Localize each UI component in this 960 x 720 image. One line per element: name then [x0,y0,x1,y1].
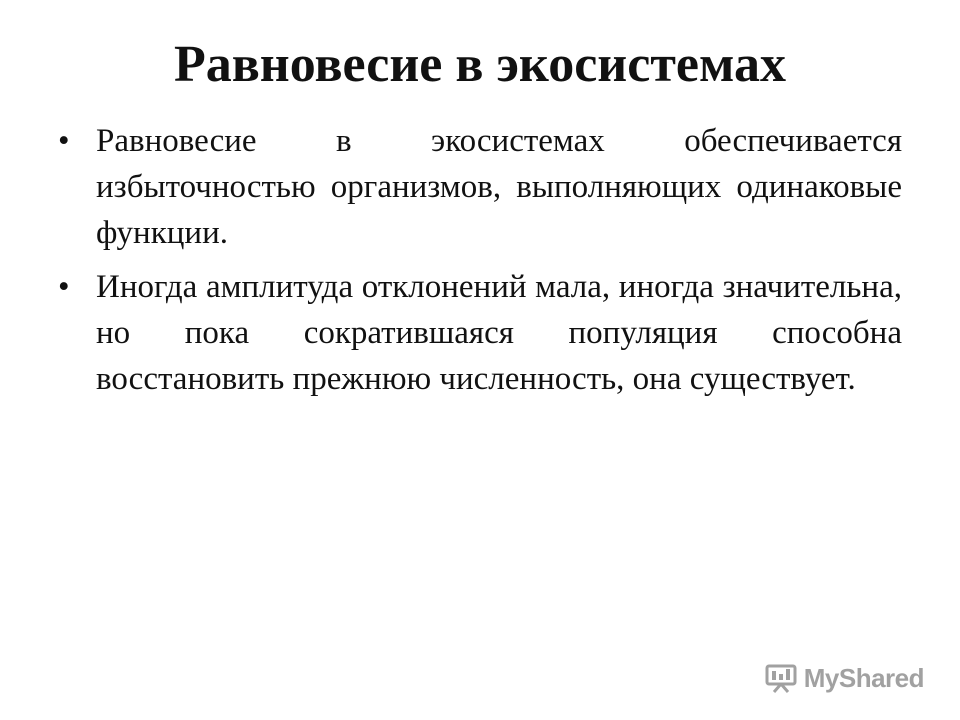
watermark-label: MyShared [803,663,924,693]
bullet-item-2 [58,264,902,402]
bullet-text: Иногда амплитуда отклонений мала, иногда значительна, но пока сократившаяся популяция способна восстановить прежнюю численность, она существует. [96,269,902,397]
slide-title: Равновесие в экосистемах [173,36,787,93]
bullet-marker: • [58,123,70,159]
bullet-list [58,118,902,410]
bullet-text: Равновесие в экосистемах обеспечивается избыточностью организмов, выполняющих одинаковые функции. [96,123,902,251]
bullet-item-1 [58,118,902,256]
bullet-marker: • [58,269,70,305]
myshared-watermark[interactable] [764,663,924,694]
presentation-board-icon [764,664,798,694]
